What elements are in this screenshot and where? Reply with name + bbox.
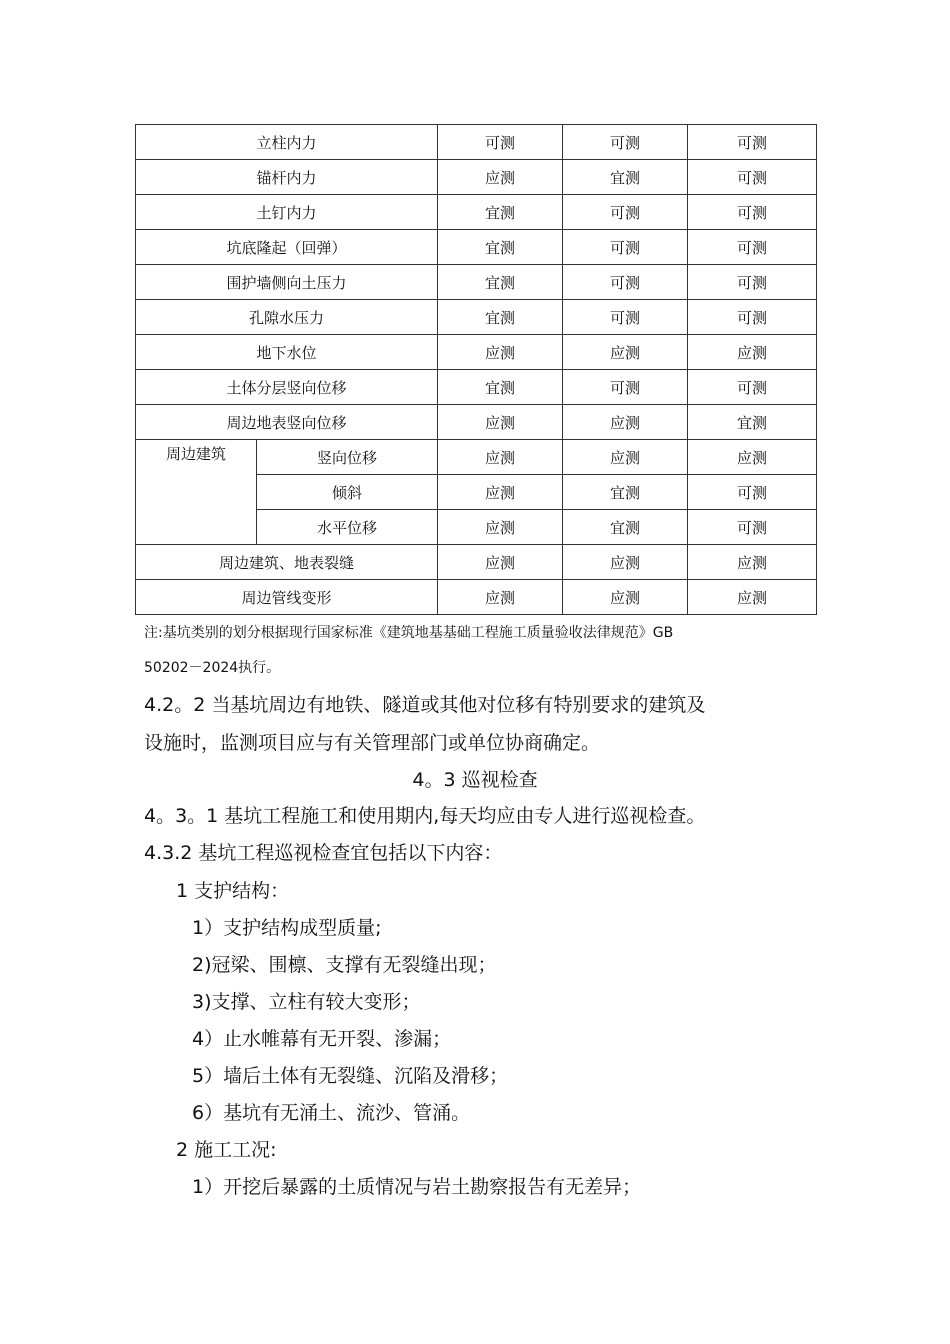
value-cell: 宜测 bbox=[563, 510, 688, 545]
value-cell: 应测 bbox=[438, 160, 563, 195]
value-cell: 可测 bbox=[563, 230, 688, 265]
value-cell: 宜测 bbox=[438, 300, 563, 335]
value-cell: 可测 bbox=[688, 510, 817, 545]
list-item: 1）支护结构成型质量; bbox=[192, 917, 382, 939]
table-note-line-1: 注:基坑类别的划分根据现行国家标准《建筑地基基础工程施工质量验收法律规范》GB bbox=[144, 625, 674, 641]
item-cell: 土体分层竖向位移 bbox=[136, 370, 438, 405]
value-cell: 应测 bbox=[438, 580, 563, 615]
paragraph-4-2-2-line-2: 设施时，监测项目应与有关管理部门或单位协商确定。 bbox=[144, 732, 601, 754]
value-cell: 宜测 bbox=[438, 195, 563, 230]
value-cell: 宜测 bbox=[438, 265, 563, 300]
item-cell: 周边管线变形 bbox=[136, 580, 438, 615]
list-item: 2)冠梁、围檩、支撑有无裂缝出现； bbox=[192, 954, 497, 976]
item-cell: 坑底隆起（回弹） bbox=[136, 230, 438, 265]
value-cell: 应测 bbox=[563, 580, 688, 615]
item-cell: 水平位移 bbox=[257, 510, 438, 545]
monitoring-items-table bbox=[135, 124, 816, 615]
subsection-2-title: 2 施工工况: bbox=[176, 1139, 277, 1161]
item-cell: 竖向位移 bbox=[257, 440, 438, 475]
value-cell: 可测 bbox=[563, 195, 688, 230]
value-cell: 宜测 bbox=[688, 405, 817, 440]
item-cell: 围护墙侧向土压力 bbox=[136, 265, 438, 300]
value-cell: 应测 bbox=[688, 335, 817, 370]
list-item: 3)支撑、立柱有较大变形； bbox=[192, 991, 421, 1013]
value-cell: 应测 bbox=[563, 440, 688, 475]
group-label-cell: 周边建筑 bbox=[136, 440, 257, 545]
value-cell: 宜测 bbox=[438, 370, 563, 405]
value-cell: 应测 bbox=[688, 440, 817, 475]
value-cell: 可测 bbox=[688, 195, 817, 230]
item-cell: 倾斜 bbox=[257, 475, 438, 510]
item-cell: 周边地表竖向位移 bbox=[136, 405, 438, 440]
item-cell: 地下水位 bbox=[136, 335, 438, 370]
value-cell: 可测 bbox=[688, 230, 817, 265]
list-item: 5）墙后土体有无裂缝、沉陷及滑移； bbox=[192, 1065, 509, 1087]
item-cell: 立柱内力 bbox=[136, 125, 438, 160]
table-row bbox=[136, 545, 817, 580]
value-cell: 可测 bbox=[563, 125, 688, 160]
value-cell: 可测 bbox=[688, 370, 817, 405]
item-cell: 锚杆内力 bbox=[136, 160, 438, 195]
value-cell: 可测 bbox=[438, 125, 563, 160]
table-row bbox=[136, 370, 817, 405]
value-cell: 宜测 bbox=[438, 230, 563, 265]
table-row bbox=[136, 265, 817, 300]
list-item: 6）基坑有无涌土、流沙、管涌。 bbox=[192, 1102, 471, 1124]
value-cell: 应测 bbox=[438, 335, 563, 370]
value-cell: 应测 bbox=[438, 510, 563, 545]
value-cell: 可测 bbox=[688, 125, 817, 160]
item-cell: 孔隙水压力 bbox=[136, 300, 438, 335]
value-cell: 应测 bbox=[438, 475, 563, 510]
table-row bbox=[136, 195, 817, 230]
table-row bbox=[136, 440, 817, 475]
table-row bbox=[136, 160, 817, 195]
table-row bbox=[136, 580, 817, 615]
subsection-1-title: 1 支护结构： bbox=[176, 880, 290, 902]
value-cell: 宜测 bbox=[563, 160, 688, 195]
table-row bbox=[136, 335, 817, 370]
section-heading-4-3: 4。3 巡视检查 bbox=[412, 769, 538, 791]
value-cell: 应测 bbox=[688, 545, 817, 580]
value-cell: 应测 bbox=[563, 405, 688, 440]
table-row bbox=[136, 230, 817, 265]
paragraph-4-3-1: 4。3。1 基坑工程施工和使用期内,每天均应由专人进行巡视检查。 bbox=[144, 805, 706, 827]
value-cell: 可测 bbox=[563, 265, 688, 300]
table-row bbox=[136, 300, 817, 335]
value-cell: 应测 bbox=[563, 545, 688, 580]
value-cell: 可测 bbox=[688, 160, 817, 195]
value-cell: 可测 bbox=[688, 300, 817, 335]
value-cell: 应测 bbox=[438, 405, 563, 440]
value-cell: 可测 bbox=[563, 370, 688, 405]
value-cell: 应测 bbox=[563, 335, 688, 370]
table-row bbox=[136, 405, 817, 440]
list-item: 4）止水帷幕有无开裂、渗漏； bbox=[192, 1028, 452, 1050]
value-cell: 应测 bbox=[438, 440, 563, 475]
value-cell: 应测 bbox=[688, 580, 817, 615]
value-cell: 应测 bbox=[438, 545, 563, 580]
paragraph-4-2-2-line-1: 4.2。2 当基坑周边有地铁、隧道或其他对位移有特别要求的建筑及 bbox=[144, 694, 706, 716]
item-cell: 土钉内力 bbox=[136, 195, 438, 230]
value-cell: 可测 bbox=[688, 475, 817, 510]
list-item: 1）开挖后暴露的土质情况与岩土勘察报告有无差异； bbox=[192, 1176, 642, 1198]
item-cell: 周边建筑、地表裂缝 bbox=[136, 545, 438, 580]
value-cell: 宜测 bbox=[563, 475, 688, 510]
table-note-line-2: 50202－2024执行。 bbox=[144, 660, 281, 676]
table-row bbox=[136, 125, 817, 160]
paragraph-4-3-2: 4.3.2 基坑工程巡视检查宜包括以下内容： bbox=[144, 842, 503, 864]
value-cell: 可测 bbox=[688, 265, 817, 300]
value-cell: 可测 bbox=[563, 300, 688, 335]
